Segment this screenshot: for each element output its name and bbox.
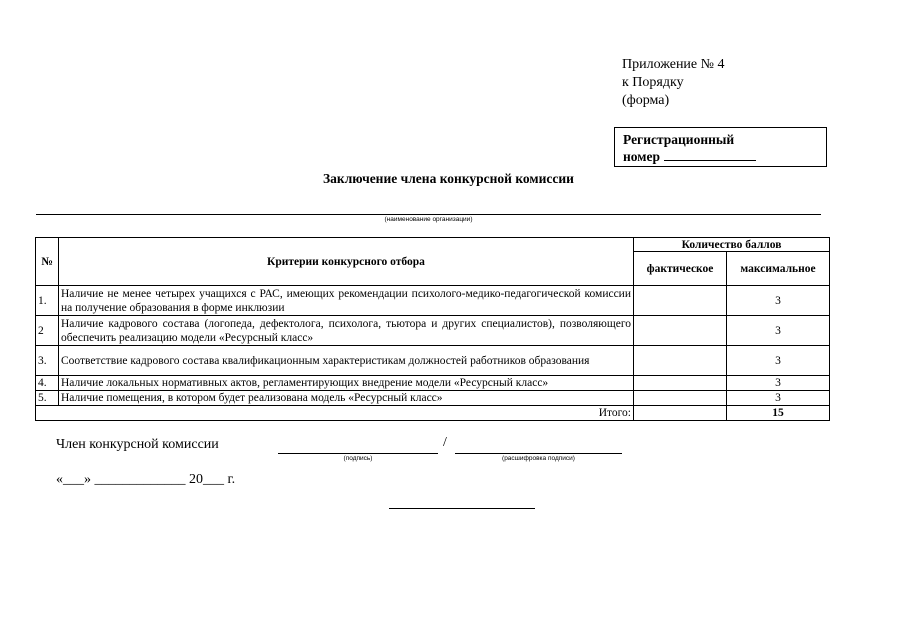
total-actual-cell[interactable]	[634, 406, 727, 421]
header-number: №	[36, 238, 59, 286]
appendix-number: Приложение № 4	[622, 57, 725, 72]
row-criterion: Наличие кадрового состава (логопеда, дефектолога, психолога, тьютора и других специалистов), позволяющего обеспечить реализацию модели «Ресурсный класс»	[59, 316, 634, 346]
table-row	[36, 346, 830, 376]
document-title: Заключение члена конкурсной комиссии	[323, 171, 574, 186]
total-label: Итого:	[59, 406, 634, 421]
table-row	[36, 391, 830, 406]
row-max: 3	[727, 391, 830, 406]
footer-divider	[389, 508, 535, 509]
row-max: 3	[727, 316, 830, 346]
appendix-order-ref: к Порядку	[622, 75, 684, 90]
registration-number-row	[623, 148, 826, 165]
row-criterion: Соответствие кадрового состава квалификационным характеристикам должностей работников образования	[59, 346, 634, 376]
row-max: 3	[727, 376, 830, 391]
organization-name-line[interactable]	[36, 214, 821, 215]
row-actual-cell[interactable]	[634, 286, 727, 316]
appendix-form-label: (форма)	[622, 93, 670, 108]
row-actual-cell[interactable]	[634, 346, 727, 376]
row-number: 1.	[36, 286, 59, 316]
header-max: максимальное	[727, 252, 830, 286]
row-criterion: Наличие не менее четырех учащихся с РАС, имеющих рекомендации психолого-медико-педагогической комиссии на получение образования в форме инклюзии	[59, 286, 634, 316]
row-max: 3	[727, 346, 830, 376]
row-number: 2	[36, 316, 59, 346]
row-number: 3.	[36, 346, 59, 376]
header-points: Количество баллов	[634, 238, 830, 252]
member-label: Член конкурсной комиссии	[56, 437, 219, 452]
registration-label: Регистрационный	[623, 132, 735, 147]
appendix-header	[622, 56, 725, 110]
total-row	[36, 406, 830, 421]
organization-caption: (наименование организации)	[384, 216, 473, 223]
registration-number-box	[614, 127, 827, 167]
signature-decode-line[interactable]	[455, 453, 622, 454]
total-spacer	[36, 406, 59, 421]
row-actual-cell[interactable]	[634, 391, 727, 406]
table-row	[36, 316, 830, 346]
row-max: 3	[727, 286, 830, 316]
row-actual-cell[interactable]	[634, 316, 727, 346]
signature-decode-caption: (расшифровка подписи)	[502, 455, 575, 462]
signature-line[interactable]	[278, 453, 438, 454]
total-max: 15	[727, 406, 830, 421]
table-row	[36, 286, 830, 316]
header-criteria: Критерии конкурсного отбора	[59, 238, 634, 286]
table-row	[36, 376, 830, 391]
signature-slash: /	[443, 435, 447, 450]
row-number: 5.	[36, 391, 59, 406]
registration-number-field[interactable]	[664, 148, 756, 161]
header-actual: фактическое	[634, 252, 727, 286]
signature-caption: (подпись)	[343, 455, 373, 462]
criteria-table	[35, 237, 830, 421]
row-actual-cell[interactable]	[634, 376, 727, 391]
row-criterion: Наличие помещения, в котором будет реализована модель «Ресурсный класс»	[59, 391, 634, 406]
row-number: 4.	[36, 376, 59, 391]
date-line[interactable]: «___» _____________ 20___ г.	[56, 472, 236, 487]
row-criterion: Наличие локальных нормативных актов, регламентирующих внедрение модели «Ресурсный класс»	[59, 376, 634, 391]
registration-number-label: номер	[623, 149, 660, 164]
